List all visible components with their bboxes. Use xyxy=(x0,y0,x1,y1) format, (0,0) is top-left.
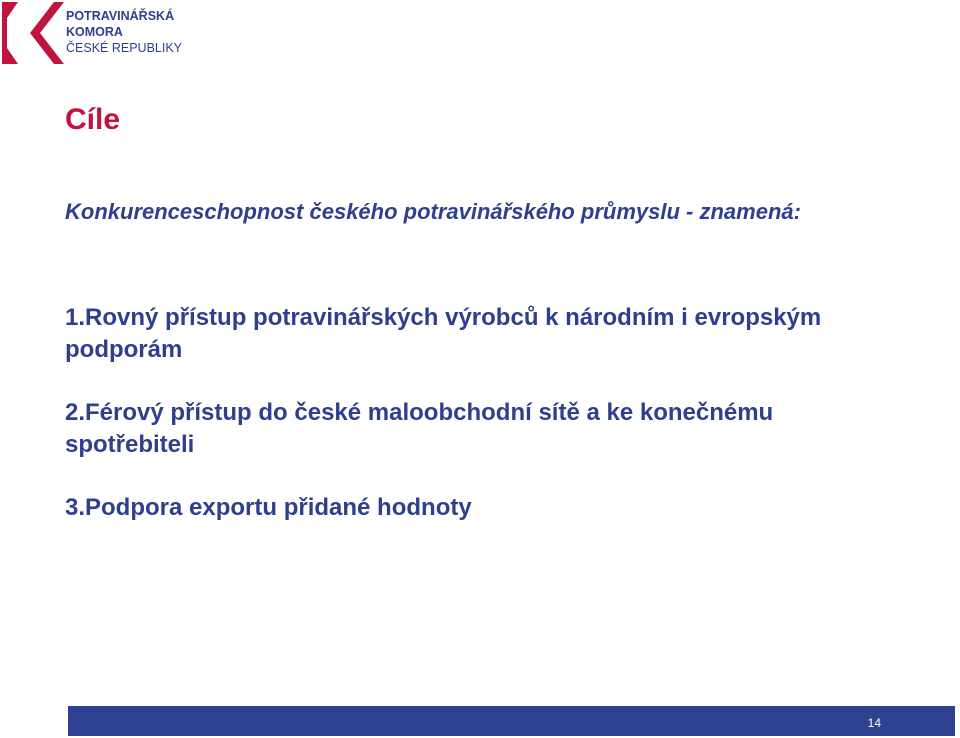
slide-subtitle: Konkurenceschopnost českého potravinářského průmyslu - znamená: xyxy=(65,199,801,224)
chamber-logo xyxy=(0,0,190,66)
slide-title: Cíle xyxy=(65,103,121,136)
k-mark-logo-icon xyxy=(2,2,64,64)
goal-item-2: 2.Férový přístup do české maloobchodní sítě a ke konečnému spotřebiteli xyxy=(65,399,774,458)
goal-item-1: 1.Rovný přístup potravinářských výrobců k národním i evropským podporám xyxy=(65,304,822,363)
goals-list xyxy=(65,302,865,555)
logo-line-1: POTRAVINÁŘSKÁ xyxy=(66,9,175,23)
logo-line-2: KOMORA xyxy=(66,25,123,39)
page-number: 14 xyxy=(867,716,881,730)
footer-bar xyxy=(68,706,955,736)
goal-item-3: 3.Podpora exportu přidané hodnoty xyxy=(65,494,472,521)
logo-wordmark xyxy=(66,8,182,56)
logo-line-3: ČESKÉ REPUBLIKY xyxy=(66,41,183,55)
